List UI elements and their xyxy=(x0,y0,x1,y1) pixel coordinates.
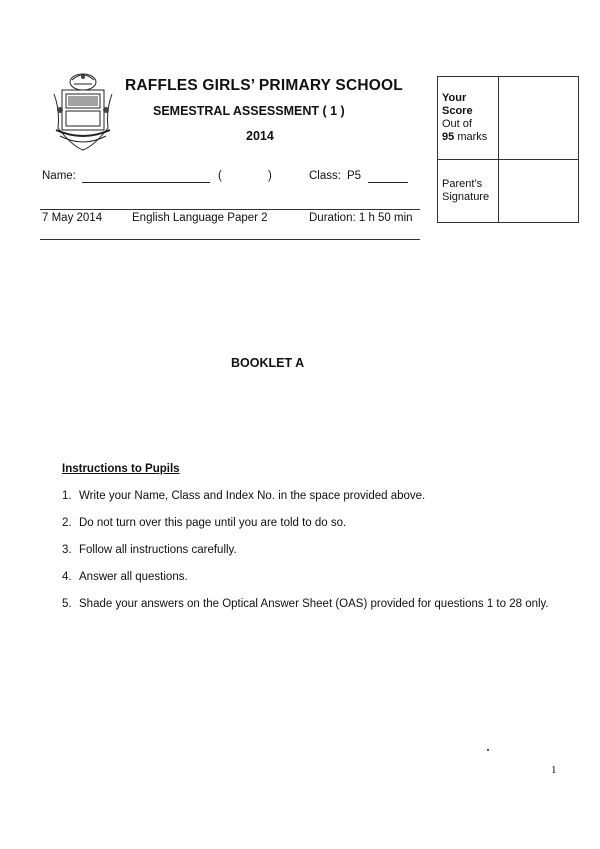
instruction-item xyxy=(62,598,552,611)
instruction-text: Answer all questions. xyxy=(79,571,188,583)
page-number: 1 xyxy=(551,764,557,776)
parent-label-line2: Signature xyxy=(442,191,490,203)
score-label-out-of: Out of xyxy=(442,118,472,130)
instruction-number: 1. xyxy=(62,490,72,502)
school-name: RAFFLES GIRLS’ PRIMARY SCHOOL xyxy=(125,77,403,94)
instructions-list xyxy=(62,490,552,625)
scan-speck xyxy=(487,749,489,751)
assessment-title: SEMESTRAL ASSESSMENT ( 1 ) xyxy=(153,104,345,118)
index-paren-close: ) xyxy=(268,170,272,182)
score-box xyxy=(437,76,579,223)
school-crest-logo xyxy=(52,70,114,152)
instruction-text: Shade your answers on the Optical Answer Sheet (OAS) provided for questions 1 to 28 only. xyxy=(79,598,549,610)
parent-signature-label xyxy=(442,178,489,204)
score-label-your: Your xyxy=(442,92,467,104)
parent-label-line1: Parent’s xyxy=(442,178,483,190)
instruction-item xyxy=(62,571,552,584)
instruction-text: Follow all instructions carefully. xyxy=(79,544,237,556)
paper-title: English Language Paper 2 xyxy=(132,212,268,224)
instructions-title: Instructions to Pupils xyxy=(62,463,180,475)
instruction-item xyxy=(62,544,552,557)
score-box-vertical-divider xyxy=(498,77,499,222)
class-label: Class: xyxy=(309,170,341,182)
score-box-horizontal-divider xyxy=(438,159,578,160)
class-value: P5 xyxy=(347,170,362,182)
score-label xyxy=(442,92,487,144)
divider-top xyxy=(40,209,420,210)
parent-signature-field[interactable] xyxy=(500,162,578,222)
instruction-number: 2. xyxy=(62,517,72,529)
booklet-title: BOOKLET A xyxy=(231,356,305,370)
instruction-text: Write your Name, Class and Index No. in the space provided above. xyxy=(79,490,426,502)
paper-date: 7 May 2014 xyxy=(42,212,103,224)
name-label: Name: xyxy=(42,170,76,182)
instruction-item xyxy=(62,490,552,503)
score-marks-word: marks xyxy=(457,131,488,143)
score-total-marks: 95 xyxy=(442,131,455,143)
instruction-number: 4. xyxy=(62,571,72,583)
assessment-year: 2014 xyxy=(246,129,274,143)
instruction-number: 5. xyxy=(62,598,72,610)
paper-duration: Duration: 1 h 50 min xyxy=(309,212,413,224)
class-field[interactable] xyxy=(368,182,408,183)
instruction-number: 3. xyxy=(62,544,72,556)
index-number-field[interactable] xyxy=(226,170,266,184)
score-label-score: Score xyxy=(442,105,473,117)
name-field[interactable] xyxy=(82,182,210,183)
index-paren-open: ( xyxy=(218,170,222,182)
divider-bottom xyxy=(40,239,420,240)
instruction-text: Do not turn over this page until you are told to do so. xyxy=(79,517,347,529)
instruction-item xyxy=(62,517,552,530)
score-entry-field[interactable] xyxy=(500,79,578,157)
